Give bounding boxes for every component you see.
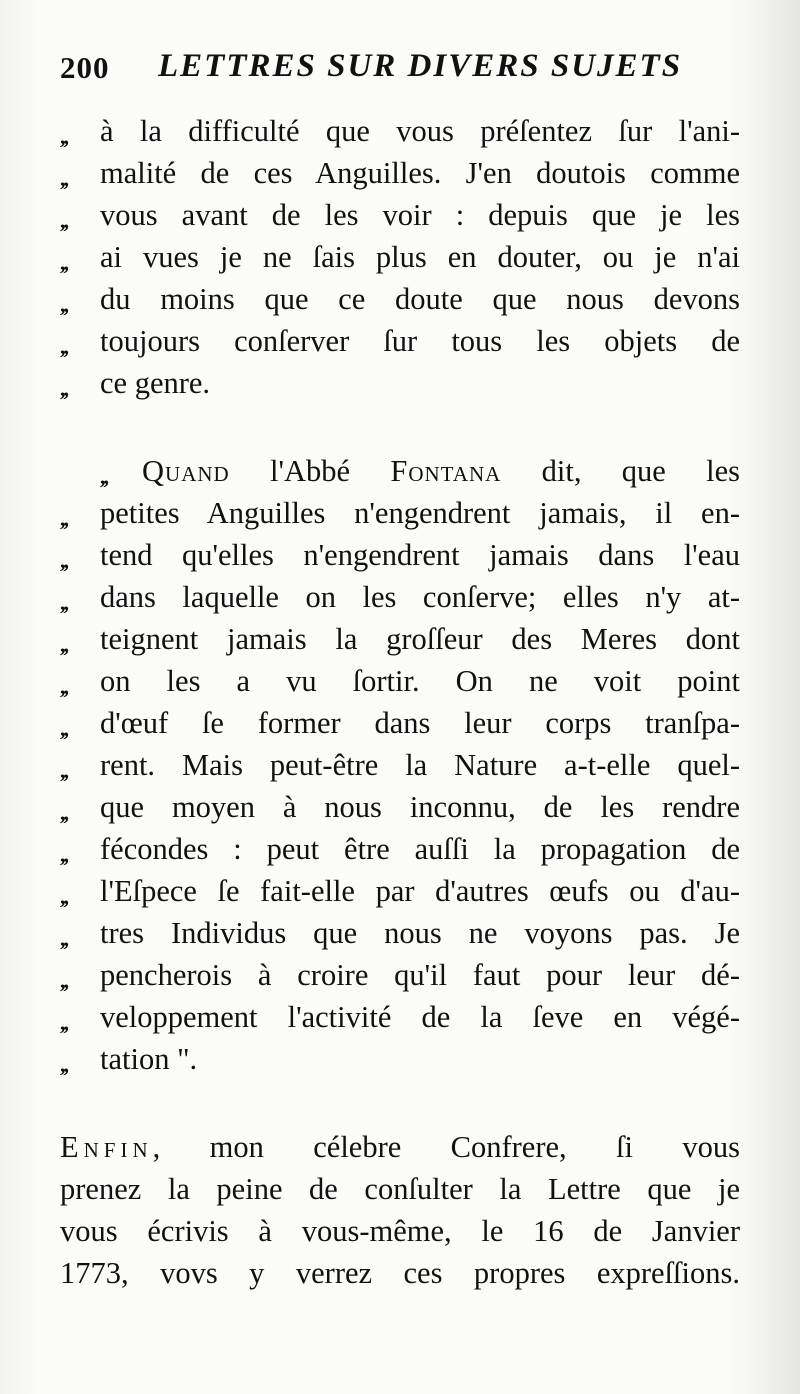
text-line: tation ".: [100, 1042, 198, 1076]
quote-mark: ,,: [60, 968, 67, 993]
text-line: vous avant de les voir : depuis que je les: [100, 198, 740, 232]
text-line: l'Eſpece ſe fait-elle par d'autres œufs ou d'au-: [100, 874, 740, 908]
quote-mark: ,,: [100, 464, 107, 489]
quote-mark: ,,: [60, 166, 67, 191]
text-line: d'œuf ſe former dans leur corps tranſpa-: [100, 706, 740, 740]
text-line: fécondes : peut être auſſi la propagation de: [100, 832, 740, 866]
text-line: prenez la peine de conſulter la Lettre que je: [60, 1172, 740, 1206]
text-line: pencherois à croire qu'il faut pour leur dé-: [100, 958, 740, 992]
text-line: du moins que ce doute que nous devons: [100, 282, 740, 316]
quote-mark: ,,: [60, 758, 67, 783]
text-segment: l'Abbé: [229, 454, 391, 488]
quote-mark: ,,: [60, 124, 67, 149]
quote-mark: ,,: [60, 548, 67, 573]
running-title: LETTRES SUR DIVERS SUJETS: [158, 48, 683, 84]
text-line: ce genre.: [100, 366, 211, 400]
quote-mark: ,,: [60, 250, 67, 275]
quote-mark: ,,: [60, 590, 67, 615]
quote-mark: ,,: [60, 842, 67, 867]
quote-mark: ,,: [60, 632, 67, 657]
text-segment: , mon célebre Confrere, ſi vous: [152, 1130, 740, 1164]
text-line: ai vues je ne ſais plus en douter, ou je n'ai: [100, 240, 740, 274]
quote-mark: ,,: [60, 1010, 67, 1035]
quote-mark: ,,: [60, 1052, 67, 1077]
quote-mark: ,,: [60, 334, 67, 359]
text-line: rent. Mais peut-être la Nature a-t-elle quel-: [100, 748, 740, 782]
text-line: [60, 1126, 740, 1168]
text-line: dans laquelle on les conſerve; elles n'y at-: [100, 580, 740, 614]
quote-mark: ,,: [60, 376, 67, 401]
quote-mark: ,,: [60, 926, 67, 951]
text-line: que moyen à nous inconnu, de les rendre: [100, 790, 740, 824]
quote-mark: ,,: [60, 506, 67, 531]
drop-word: Enfin: [60, 1130, 153, 1164]
quote-mark: ,,: [60, 674, 67, 699]
quote-mark: ,,: [60, 208, 67, 233]
text-line: vous écrivis à vous-même, le 16 de Janvier: [60, 1214, 740, 1248]
author-name: Fontana: [390, 454, 502, 488]
quote-mark: ,,: [60, 716, 67, 741]
text-line: malité de ces Anguilles. J'en doutois comme: [100, 156, 740, 190]
text-line: toujours conſerver ſur tous les objets de: [100, 324, 740, 358]
text-line: veloppement l'activité de la ſeve en végé-: [100, 1000, 740, 1034]
quote-mark: ,,: [60, 800, 67, 825]
drop-word: Quand: [142, 454, 230, 488]
quote-mark: ,,: [60, 884, 67, 909]
text-line: tres Individus que nous ne voyons pas. Je: [100, 916, 740, 950]
text-segment: dit, que les: [501, 454, 740, 488]
text-line: [142, 450, 740, 492]
text-line: tend qu'elles n'engendrent jamais dans l'eau: [100, 538, 740, 572]
page-number: 200: [60, 50, 110, 85]
text-line: à la difficulté que vous préſentez ſur l'ani-: [100, 114, 740, 148]
text-line: 1773, vovs y verrez ces propres expreſſions.: [60, 1256, 740, 1290]
page-header: [60, 44, 700, 94]
text-line: teignent jamais la groſſeur des Meres dont: [100, 622, 740, 656]
text-line: petites Anguilles n'engendrent jamais, il en-: [100, 496, 740, 530]
quote-mark: ,,: [60, 292, 67, 317]
text-line: on les a vu ſortir. On ne voit point: [100, 664, 740, 698]
